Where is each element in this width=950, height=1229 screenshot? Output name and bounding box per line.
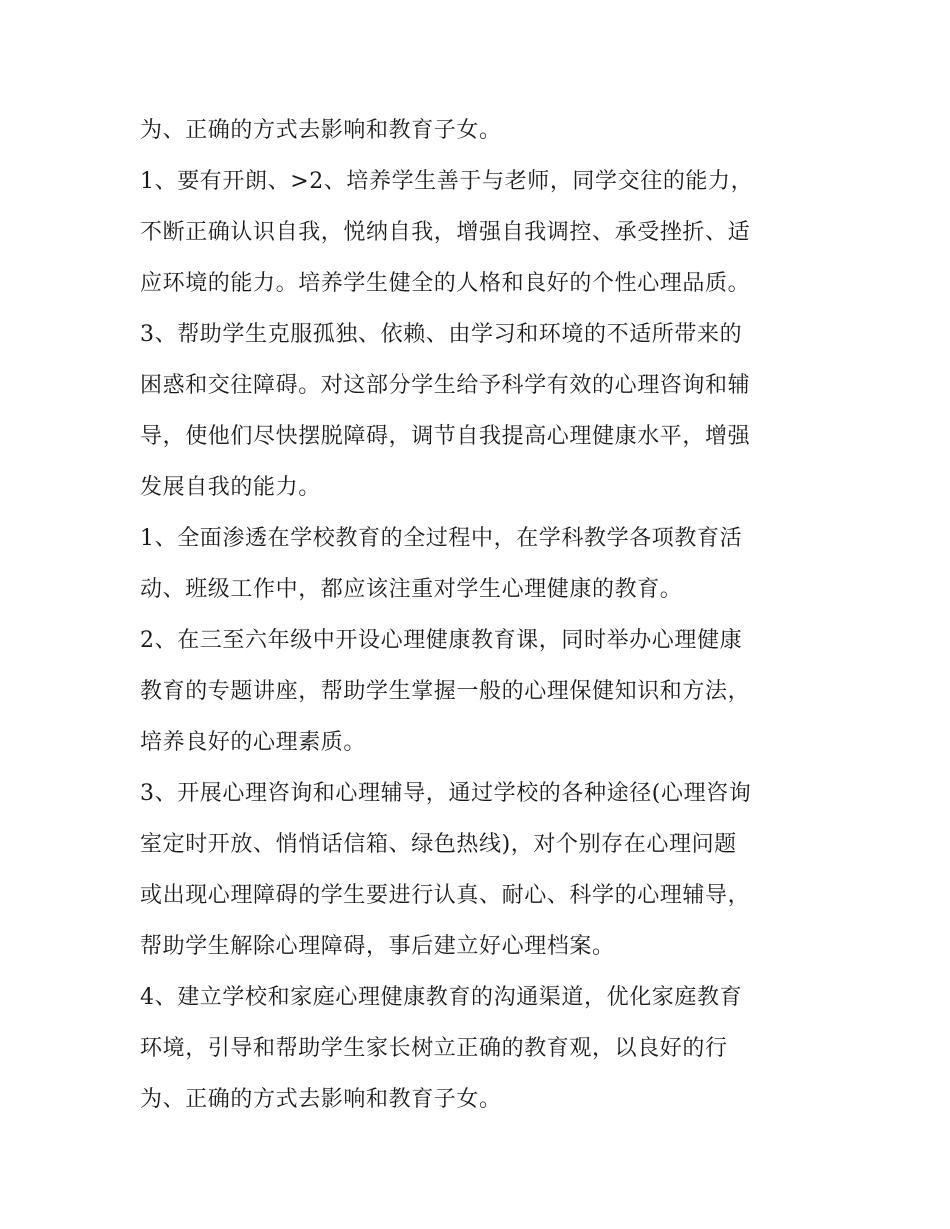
- text-line: 发展自我的能力。: [140, 475, 321, 500]
- text-line: 为、正确的方式去影响和教育子女。: [140, 1087, 502, 1112]
- text-line: 或出现心理障碍的学生要进行认真、耐心、科学的心理辅导，: [140, 883, 751, 908]
- text-line: 3、开展心理咨询和心理辅导，通过学校的各种途径(心理咨询: [140, 781, 752, 806]
- document-body: [140, 105, 820, 1125]
- text-line: 困惑和交往障碍。对这部分学生给予科学有效的心理咨询和辅: [140, 373, 751, 398]
- text-line: 室定时开放、悄悄话信箱、绿色热线)，对个别存在心理问题: [140, 832, 737, 857]
- text-line: 环境，引导和帮助学生家长树立正确的教育观，以良好的行: [140, 1036, 728, 1061]
- text-line: 导，使他们尽快摆脱障碍，调节自我提高心理健康水平，增强: [140, 424, 751, 449]
- text-line: 帮助学生解除心理障碍，事后建立好心理档案。: [140, 934, 615, 959]
- text-line: 动、班级工作中，都应该注重对学生心理健康的教育。: [140, 577, 683, 602]
- text-line: 不断正确认识自我，悦纳自我，增强自我调控、承受挫折、适: [140, 220, 751, 245]
- text-line: 3、帮助学生克服孤独、依赖、由学习和环境的不适所带来的: [140, 322, 743, 347]
- text-line: 1、全面渗透在学校教育的全过程中，在学科教学各项教育活: [140, 526, 743, 551]
- text-line: 培养良好的心理素质。: [140, 730, 367, 755]
- text-line: 2、在三至六年级中开设心理健康教育课，同时举办心理健康: [140, 628, 743, 653]
- text-line: 教育的专题讲座，帮助学生掌握一般的心理保健知识和方法，: [140, 679, 751, 704]
- text-line: 1、要有开朗、>2、培养学生善于与老师，同学交往的能力，: [140, 169, 754, 194]
- text-line: 4、建立学校和家庭心理健康教育的沟通渠道，优化家庭教育: [140, 985, 743, 1010]
- text-line: 为、正确的方式去影响和教育子女。: [140, 118, 502, 143]
- text-line: 应环境的能力。培养学生健全的人格和良好的个性心理品质。: [140, 271, 751, 296]
